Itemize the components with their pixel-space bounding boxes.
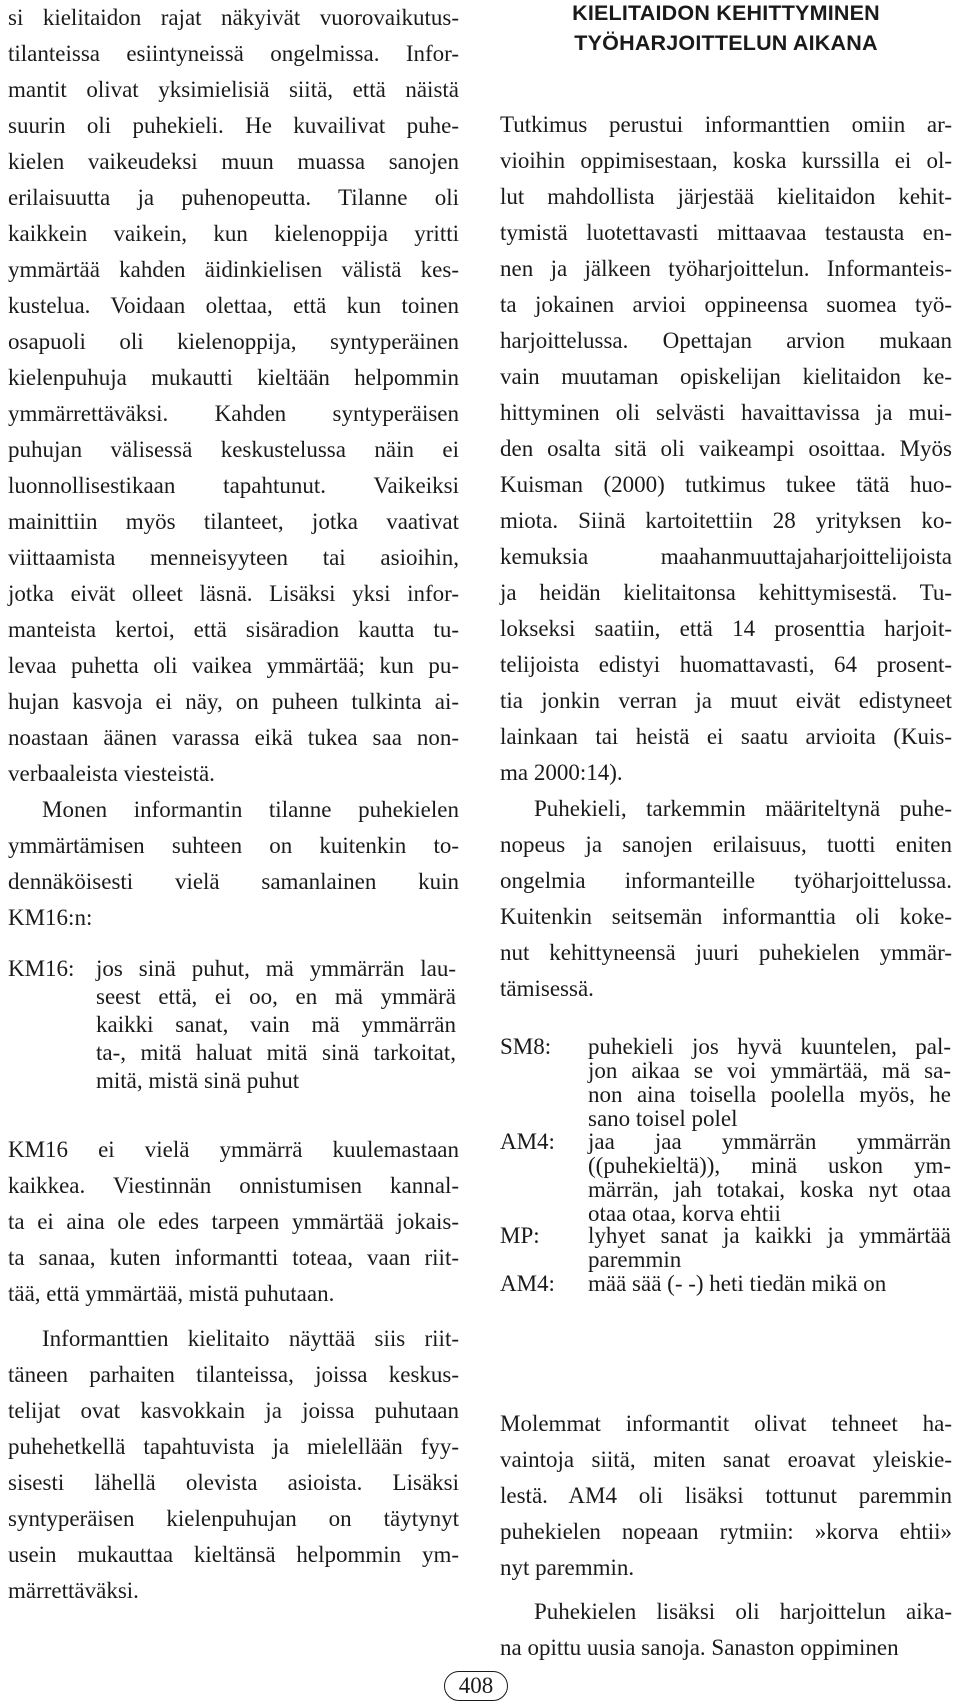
quote-line: jos sinä puhut, mä ymmärrän lau-	[96, 956, 456, 981]
heading-line: TYÖHARJOITTELUN AIKANA	[574, 31, 878, 55]
text-line: vioihin oppimisestaan, koska kurssilla ei ol-	[500, 148, 952, 173]
text-line: viittaamista menneisyyteen tai asioihin,	[8, 545, 459, 570]
text-line: sisesti lähellä olevista asioista. Lisäksi	[8, 1470, 459, 1495]
quote-line: puhekieli jos hyvä kuuntelen, pal-	[588, 1034, 951, 1059]
quote-speaker: AM4:	[500, 1129, 555, 1154]
text-line: telijat ovat kasvokkain ja joissa puhutaan	[8, 1398, 459, 1423]
text-line: den osalta sitä oli vaikeampi osoittaa. Myös	[500, 436, 952, 461]
quote-line: jaa jaa ymmärrän ymmärrän	[588, 1129, 951, 1154]
quote-line: ta-, mitä haluat mitä sinä tarkoitat,	[96, 1040, 456, 1065]
quote-line: seest että, ei oo, en mä ymmärä	[96, 984, 456, 1009]
text-line: Molemmat informantit olivat tehneet ha-	[500, 1411, 952, 1436]
text-line: tää, että ymmärtää, mistä puhutaan.	[8, 1281, 335, 1306]
text-line: suurin oli puhekieli. He kuvailivat puhe-	[8, 113, 459, 138]
text-line: ymmärtää kahden äidinkielisen välistä kes-	[8, 257, 459, 282]
text-line: miota. Siinä kartoitettiin 28 yrityksen ko-	[500, 508, 952, 533]
text-line: tilanteissa esiintyneissä ongelmissa. Infor-	[8, 41, 459, 66]
text-line: nopeus ja sanojen erilaisuus, tuotti eniten	[500, 832, 952, 857]
text-line: si kielitaidon rajat näkyivät vuorovaikutus-	[8, 5, 459, 30]
text-line: erilaisuutta ja puhenopeutta. Tilanne oli	[8, 185, 459, 210]
text-line: jotka eivät olleet läsnä. Lisäksi yksi infor-	[8, 581, 459, 606]
text-line: märrettäväksi.	[8, 1578, 139, 1603]
text-line: ja heidän kielitaitonsa kehittymisestä. Tu-	[500, 580, 952, 605]
text-line: ymmärtämisen suhteen on kuitenkin to-	[8, 833, 459, 858]
text-line: tia jonkin verran ja muut eivät edistyneet	[500, 688, 952, 713]
text-line: dennäköisesti vielä samanlainen kuin	[8, 869, 459, 894]
quote-line: ((puhekieltä)), minä uskon ym-	[588, 1153, 951, 1178]
text-line: osapuoli oli kielenoppija, syntyperäinen	[8, 329, 459, 354]
text-line: usein mukauttaa kieltänsä helpommin ym-	[8, 1542, 459, 1567]
text-line: Tutkimus perustui informanttien omiin ar-	[500, 112, 952, 137]
text-line: ymmärrettäväksi. Kahden syntyperäisen	[8, 401, 459, 426]
text-line: lut mahdollista järjestää kielitaidon kehit-	[500, 184, 952, 209]
text-line: ta jokainen arvioi oppineensa suomea työ-	[500, 292, 952, 317]
quote-line: sano toisel polel	[588, 1106, 738, 1131]
text-line: kemuksia maahanmuuttajaharjoittelijoista	[500, 544, 952, 569]
text-line: puhekielen nopeaan rytmiin: »korva ehtii»	[500, 1519, 952, 1544]
quote-line: mitä, mistä sinä puhut	[96, 1068, 300, 1093]
heading-line: KIELITAIDON KEHITTYMINEN	[572, 1, 880, 25]
text-line: luonnollisestikaan tapahtunut. Vaikeiksi	[8, 473, 459, 498]
quote-speaker: SM8:	[500, 1034, 552, 1059]
text-line: hittyminen oli selvästi havaittavissa ja mui-	[500, 400, 952, 425]
text-line: manteista kertoi, että sisäradion kautta tu-	[8, 617, 459, 642]
text-line: Monen informantin tilanne puhekielen	[42, 797, 459, 822]
text-line: Kuitenkin seitsemän informanttia oli koke-	[500, 904, 952, 929]
text-line: harjoittelussa. Opettajan arvion mukaan	[500, 328, 952, 353]
text-line: hujan kasvoja ei näy, on puheen tulkinta ai-	[8, 689, 459, 714]
text-line: Puhekieli, tarkemmin määriteltynä puhe-	[534, 796, 952, 821]
quote-speaker: MP:	[500, 1223, 540, 1248]
quote-line: otaa otaa, korva ehtii	[588, 1201, 781, 1226]
text-line: syntyperäisen kielenpuhujan on täytynyt	[8, 1506, 459, 1531]
text-line: na opittu uusia sanoja. Sanaston oppiminen	[500, 1635, 899, 1660]
text-line: kustelua. Voidaan olettaa, että kun toinen	[8, 293, 459, 318]
text-line: mantit olivat yksimielisiä siitä, että näistä	[8, 77, 459, 102]
quote-line: märrän, jah totakai, koska nyt otaa	[588, 1177, 951, 1202]
text-line: ongelmia informanteille työharjoittelussa.	[500, 868, 952, 893]
quote-line: kaikki sanat, vain mä ymmärrän	[96, 1012, 456, 1037]
quote-line: jon aikaa se voi ymmärtää, mä sa-	[588, 1058, 951, 1083]
quote-line: paremmin	[588, 1247, 682, 1272]
quote-line: mää sää (- -) heti tiedän mikä on	[588, 1271, 887, 1296]
text-line: ta sanaa, kuten informantti toteaa, vaan riit-	[8, 1245, 459, 1270]
text-line: tämisessä.	[500, 976, 594, 1001]
text-line: mainittiin myös tilanteet, jotka vaativat	[8, 509, 459, 534]
text-line: nyt paremmin.	[500, 1555, 635, 1580]
text-line: kaikkein vaikein, kun kielenoppija yritti	[8, 221, 459, 246]
text-line: kielen vaikeudeksi muun muassa sanojen	[8, 149, 459, 174]
text-line: lestä. AM4 oli lisäksi tottunut paremmin	[500, 1483, 952, 1508]
text-line: lainkaan tai heistä ei saatu arvioita (Kuis-	[500, 724, 952, 749]
text-line: ma 2000:14).	[500, 760, 623, 785]
text-line: vain muutaman opiskelijan kielitaidon ke-	[500, 364, 952, 389]
text-line: täneen parhaiten tilanteissa, joissa keskus-	[8, 1362, 459, 1387]
text-line: vaintoja siitä, miten sanat eroavat yleiskie-	[500, 1447, 952, 1472]
quote-speaker: AM4:	[500, 1271, 555, 1296]
quote-speaker: KM16:	[8, 956, 75, 981]
quote-line: lyhyet sanat ja kaikki ja ymmärtää	[588, 1223, 951, 1248]
text-line: nut kehittyneensä juuri puhekielen ymmär-	[500, 940, 952, 965]
text-line: verbaaleista viesteistä.	[8, 761, 215, 786]
text-line: KM16 ei vielä ymmärrä kuulemastaan	[8, 1137, 459, 1162]
text-line: Kuisman (2000) tutkimus tukee tätä huo-	[500, 472, 952, 497]
text-line: lokseksi saatiin, että 14 prosenttia harjoit-	[500, 616, 952, 641]
text-line: KM16:n:	[8, 905, 93, 930]
text-line: kaikkea. Viestinnän onnistumisen kannal-	[8, 1173, 459, 1198]
text-line: telijoista edistyi huomattavasti, 64 prosent-	[500, 652, 952, 677]
quote-line: non aina toisella poolella myös, he	[588, 1082, 951, 1107]
text-line: ta ei aina ole edes tarpeen ymmärtää jokais-	[8, 1209, 459, 1234]
text-line: noastaan äänen varassa eikä tukea saa non-	[8, 725, 459, 750]
section-heading	[500, 0, 952, 58]
text-line: kielenpuhuja mukautti kieltään helpommin	[8, 365, 459, 390]
text-line: puhujan välisessä keskustelussa näin ei	[8, 437, 459, 462]
text-line: Informanttien kielitaito näyttää siis riit-	[42, 1326, 459, 1351]
page-number: 408	[444, 1671, 508, 1701]
text-line: puhehetkellä tapahtuvista ja mielellään fyy-	[8, 1434, 459, 1459]
text-line: Puhekielen lisäksi oli harjoittelun aika-	[534, 1599, 952, 1624]
text-line: tymistä luotettavasti mittaavaa testausta en-	[500, 220, 952, 245]
text-line: nen ja jälkeen työharjoittelun. Informanteis-	[500, 256, 952, 281]
text-line: levaa puhetta oli vaikea ymmärtää; kun pu-	[8, 653, 459, 678]
